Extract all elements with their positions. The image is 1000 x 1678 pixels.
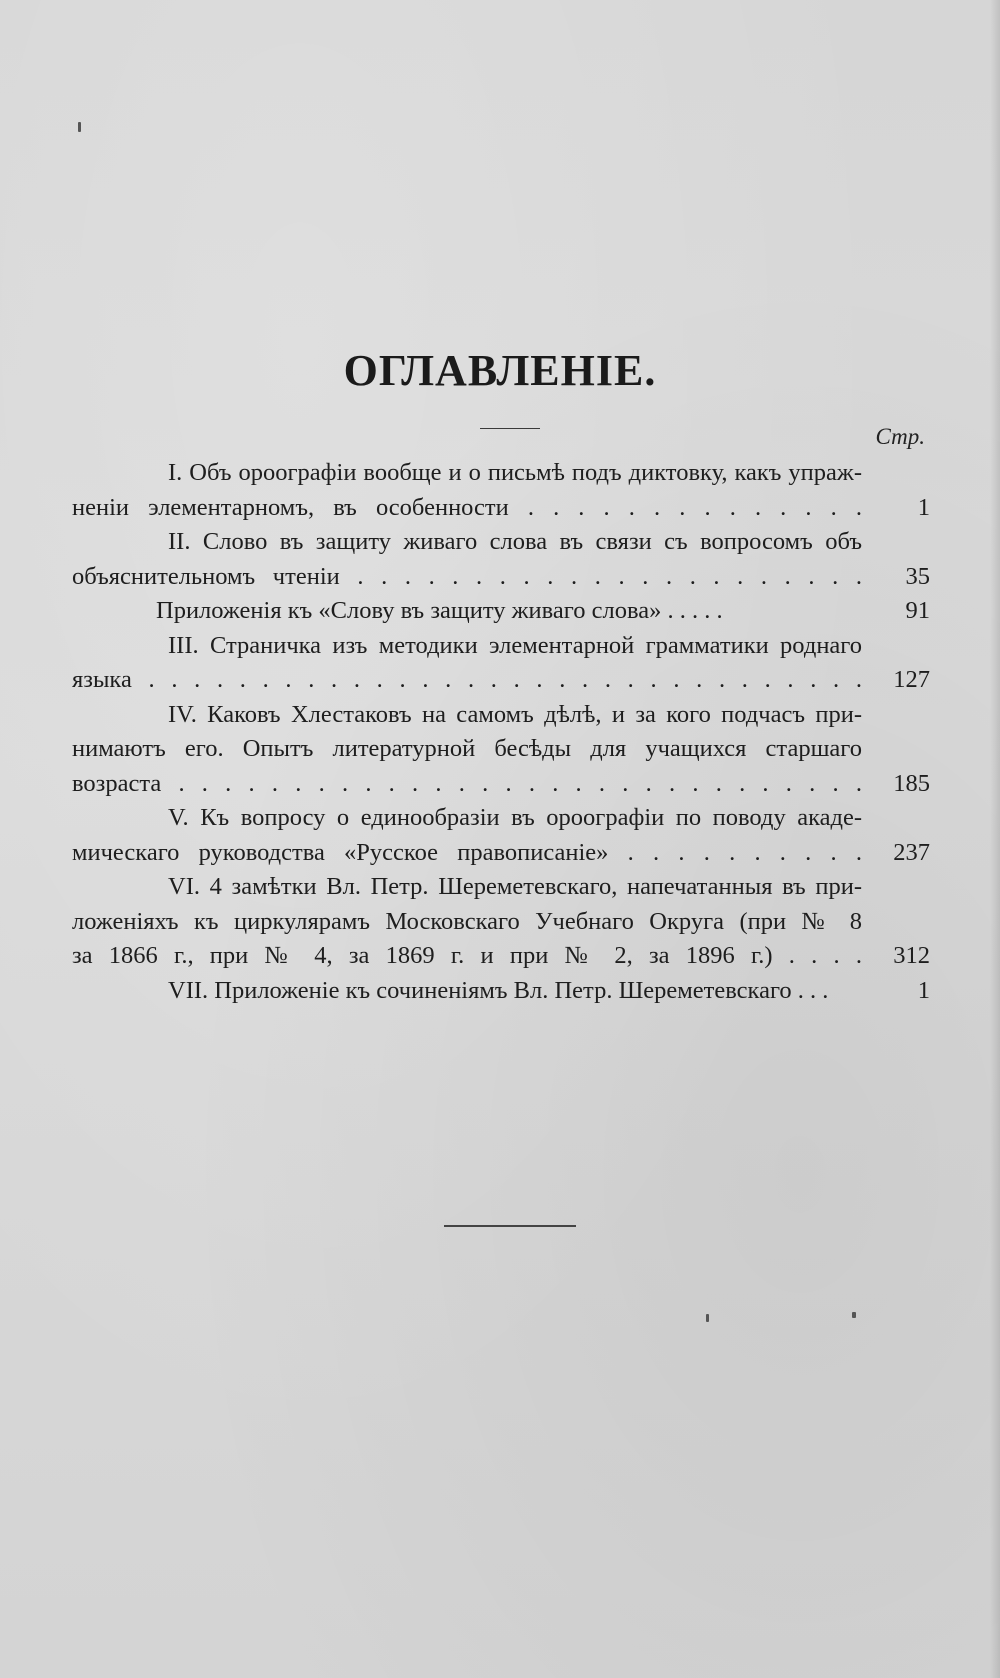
toc-entry bbox=[72, 594, 930, 629]
toc-entry-title: мическаго руководства «Русское правописаніе» . . . . . . . . . . bbox=[72, 838, 862, 866]
toc-entry-title: Каковъ Хлестаковъ на самомъ дѣлѣ, и за кого подчасъ при- bbox=[207, 700, 862, 728]
toc-entry-page: 185 bbox=[893, 769, 930, 797]
toc-entry bbox=[72, 974, 930, 1009]
toc-entry-title: объяснительномъ чтеніи . . . . . . . . . . . . . . . . . . . . . . bbox=[72, 562, 862, 590]
toc-entry-line bbox=[72, 698, 862, 733]
table-of-contents bbox=[72, 456, 930, 1008]
toc-entry-title: ложеніяхъ къ циркулярамъ Московскаго Учебнаго Округа (при № 8 bbox=[72, 907, 862, 935]
toc-entry-title: возраста . . . . . . . . . . . . . . . . . . . . . . . . . . . . . . bbox=[72, 769, 862, 797]
toc-entry-title: Слово въ защиту живаго слова въ связи съ вопросомъ объ bbox=[202, 528, 862, 555]
toc-entry-line bbox=[72, 905, 862, 940]
toc-entry bbox=[72, 698, 930, 802]
toc-entry-line bbox=[72, 663, 862, 698]
toc-entry-line bbox=[72, 939, 862, 974]
closing-rule bbox=[444, 1225, 576, 1227]
toc-entry-page: 237 bbox=[893, 838, 930, 866]
toc-entry-page: 127 bbox=[893, 666, 930, 693]
toc-entry-line bbox=[72, 836, 862, 871]
toc-entry-title: 4 замѣтки Вл. Петр. Шереметевскаго, напечатанныя въ при- bbox=[209, 873, 863, 900]
page-column-label: Стр. bbox=[875, 424, 925, 449]
toc-entry-page: 35 bbox=[905, 562, 930, 590]
page-title: ОГЛАВЛЕНІЕ. bbox=[343, 346, 657, 395]
toc-entry-page: 1 bbox=[917, 493, 930, 521]
paper-speck bbox=[852, 1312, 856, 1318]
toc-entry-line bbox=[72, 629, 862, 664]
toc-entry-title: Страничка изъ методики элементарной грамматики роднаго bbox=[209, 631, 862, 659]
paper-speck bbox=[706, 1314, 709, 1322]
toc-entry-title: за 1866 г., при № 4, за 1869 г. и при № 2, за 1896 г.) . . . . bbox=[72, 942, 862, 969]
toc-entry-page: 1 bbox=[917, 976, 930, 1004]
toc-entry bbox=[72, 870, 930, 974]
toc-entry-number: II. bbox=[168, 528, 191, 555]
toc-entry-title: Объ ороографіи вообще и о письмѣ подъ диктовку, какъ упраж- bbox=[189, 459, 863, 486]
toc-entry-title: нимаютъ его. Опытъ литературной бесѣды для учащихся старшаго bbox=[72, 735, 862, 762]
toc-entry-line bbox=[72, 456, 862, 491]
toc-entry-line bbox=[72, 732, 862, 767]
toc-entry-number: V. bbox=[168, 804, 189, 831]
title-rule bbox=[480, 428, 540, 429]
toc-entry-page: 312 bbox=[893, 942, 930, 969]
toc-entry bbox=[72, 525, 930, 594]
toc-entry-line bbox=[72, 974, 862, 1009]
toc-entry-page: 91 bbox=[905, 597, 930, 624]
toc-entry-number: VII. bbox=[168, 976, 209, 1004]
toc-entry-title: Къ вопросу о единообразіи въ ороографіи по поводу акаде- bbox=[200, 804, 862, 831]
toc-entry-line bbox=[72, 870, 862, 905]
toc-entry-title: Приложенія къ «Слову въ защиту живаго слова» . . . . . bbox=[156, 597, 723, 624]
toc-entry bbox=[72, 456, 930, 525]
toc-entry-number: III. bbox=[168, 631, 199, 659]
paper-speck bbox=[78, 122, 81, 132]
toc-entry bbox=[72, 801, 930, 870]
toc-entry-line bbox=[72, 560, 862, 595]
toc-entry-line bbox=[72, 491, 862, 526]
toc-entry-line bbox=[72, 767, 862, 802]
toc-entry-line bbox=[72, 801, 862, 836]
toc-entry bbox=[72, 629, 930, 698]
toc-entry-line bbox=[72, 525, 862, 560]
toc-entry-line bbox=[72, 594, 862, 629]
toc-entry-number: IV. bbox=[168, 700, 197, 728]
toc-entry-title: Приложеніе къ сочиненіямъ Вл. Петр. Шереметевскаго . . . bbox=[214, 976, 829, 1004]
toc-entry-title: языка . . . . . . . . . . . . . . . . . . . . . . . . . . . . . . . . bbox=[72, 666, 862, 693]
toc-entry-title: неніи элементарномъ, въ особенности . . . . . . . . . . . . . . bbox=[72, 493, 862, 521]
toc-entry-number: VI. bbox=[168, 873, 200, 900]
toc-entry-number: I. bbox=[168, 459, 183, 486]
page-edge-shadow bbox=[990, 0, 1000, 1678]
